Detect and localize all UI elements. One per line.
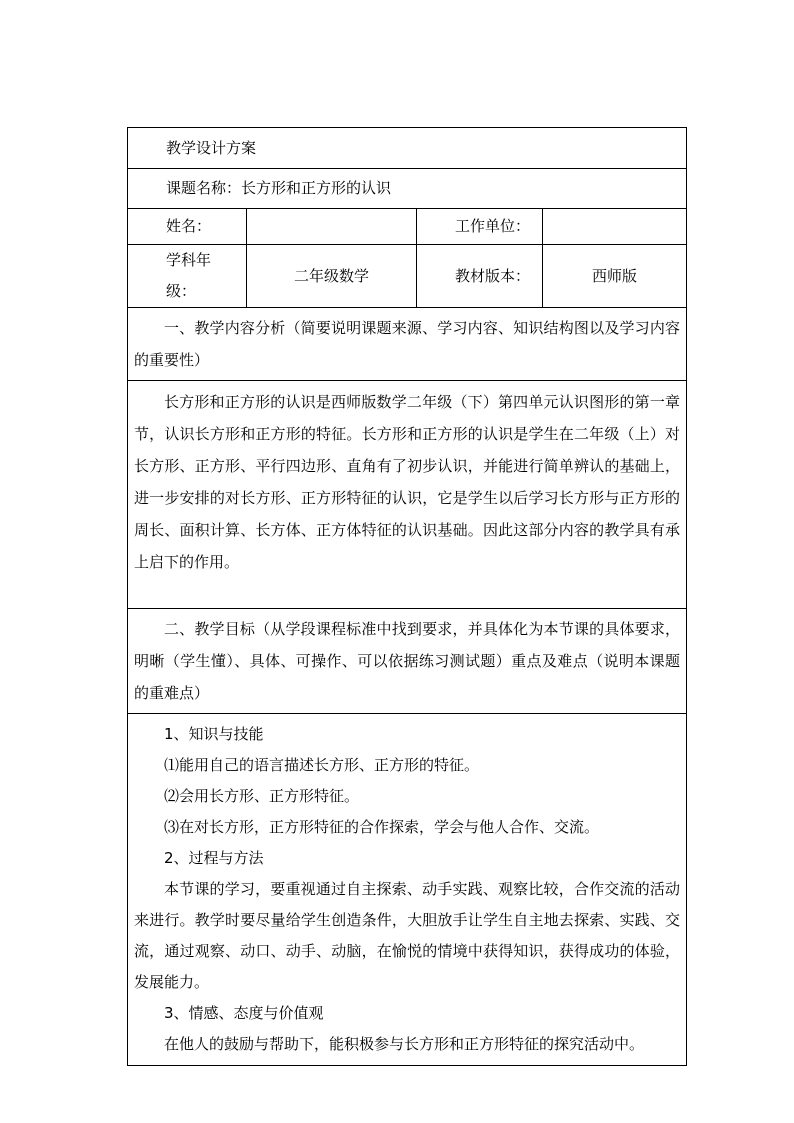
work-unit-label: 工作单位： <box>417 209 543 245</box>
section1-heading: 一、教学内容分析（简要说明课题来源、学习内容、知识结构图以及学习内容的重要性） <box>134 319 681 369</box>
section2-heading-cell <box>128 609 687 714</box>
grade-label: 学科年级： <box>128 245 247 308</box>
edition-value: 西师版 <box>543 245 687 308</box>
section2-heading: 二、教学目标（从学段课程标准中找到要求，并具体化为本节课的具体要求，明晰（学生懂）、具体、可操作、可以依据练习测试题）重点及难点（说明本课题的重难点） <box>134 620 681 702</box>
section1-body: 长方形和正方形的认识是西师版数学二年级（下）第四单元认识图形的第一章节，认识长方形和正方形的特征。长方形和正方形的认识是学生在二年级（上）对长方形、正方形、平行四边形、直角有了初步认识，并能进行简单辨认的基础上，进一步安排的对长方形、正方形特征的认识，它是学生以后学习长方形与正方形的周长、面积计算、长方体、正方体特征的认识基础。因此这部分内容的教学具有承上启下的作用。 <box>134 393 681 571</box>
process-methods-body: 本节课的学习，要重视通过自主探索、动手实践、观察比较，合作交流的活动来进行。教学时要尽量给学生创造条件，大胆放手让学生自主地去探索、实践、交流，通过观察、动口、动手、动脑，在愉悦的情境中获得知识，获得成功的体验，发展能力。 <box>134 880 681 991</box>
knowledge-item-1: ⑴能用自己的语言描述长方形、正方形的特征。 <box>164 756 480 774</box>
name-value <box>247 209 417 245</box>
work-unit-value <box>543 209 687 245</box>
section2-content-cell <box>128 714 687 1066</box>
edition-label: 教材版本： <box>417 245 543 308</box>
process-methods-title: 2、过程与方法 <box>164 849 264 867</box>
name-label: 姓名： <box>128 209 247 245</box>
emotion-values-body: 在他人的鼓励与帮助下，能积极参与长方形和正方形特征的探究活动中。 <box>164 1035 645 1053</box>
section1-heading-cell <box>128 308 687 381</box>
lesson-plan-table <box>127 127 687 1066</box>
knowledge-skills-title: 1、知识与技能 <box>164 725 264 743</box>
section1-content-cell <box>128 381 687 609</box>
emotion-values-title: 3、情感、态度与价值观 <box>164 1004 324 1022</box>
document-title: 教学设计方案 <box>128 128 687 169</box>
knowledge-item-2: ⑵会用长方形、正方形特征。 <box>164 787 360 805</box>
course-name: 课题名称：长方形和正方形的认识 <box>128 169 687 209</box>
grade-value: 二年级数学 <box>247 245 417 308</box>
knowledge-item-3: ⑶在对长方形，正方形特征的合作探索，学会与他人合作、交流。 <box>164 818 600 836</box>
